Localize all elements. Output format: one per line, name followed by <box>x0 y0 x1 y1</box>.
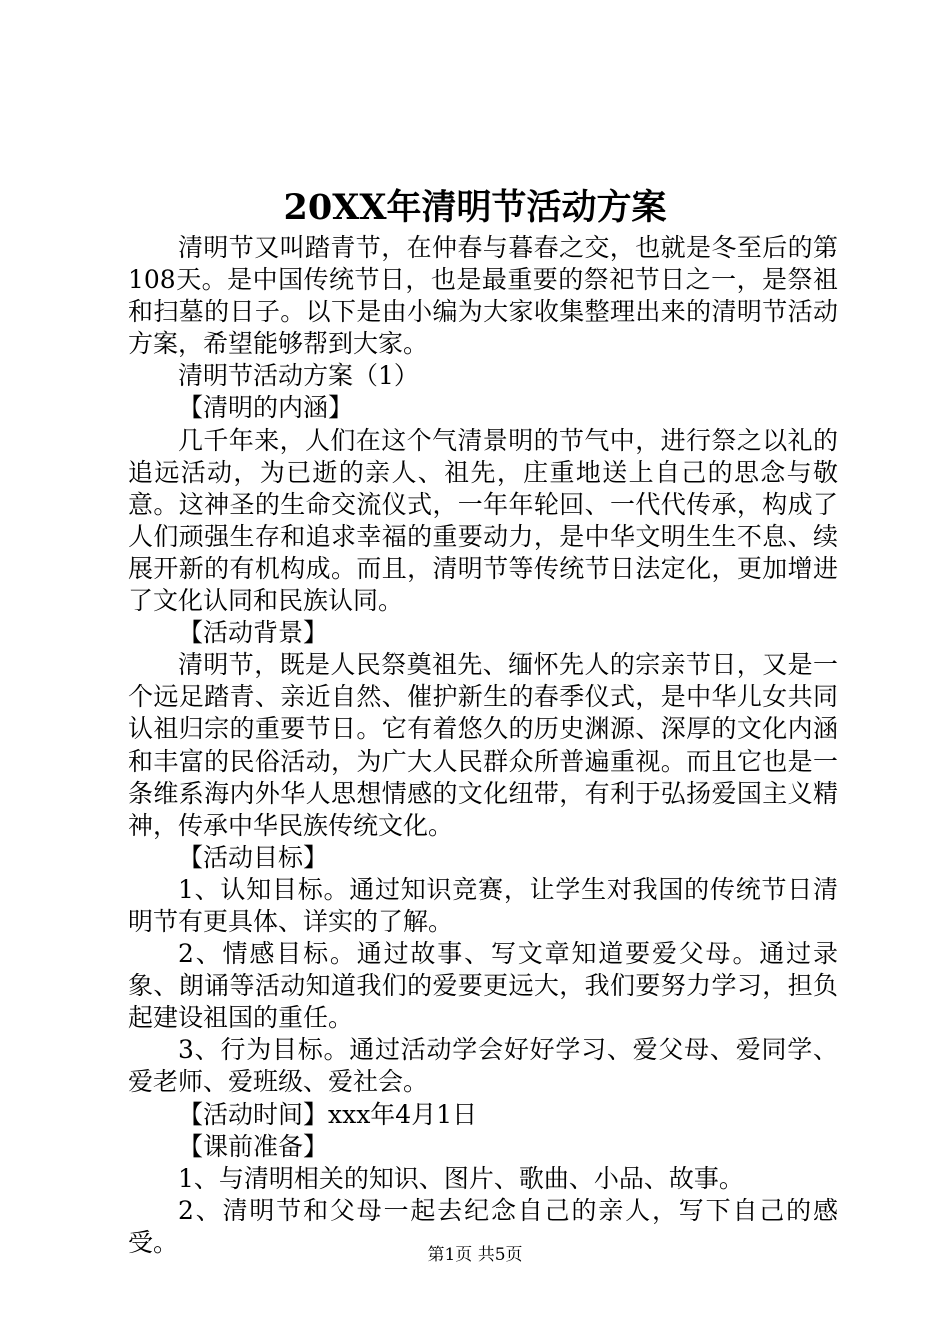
activity-time: 【活动时间】xxx年4月1日 <box>178 1099 478 1129</box>
meaning-paragraph: 几千年来，人们在这个气清景明的节气中，进行祭之以礼的追远活动，为已逝的亲人、祖先，庄重地送上自己的思念与敬意。这神圣的生命交流仪式，一年年轮回、一代代传承，构成了人们顽强生存和追求幸福的重要动力，是中华文明生生不息、续展开新的有机构成。而且，清明节等传统节日法定化，更加增进了文化认同和民族认同。 <box>128 425 838 616</box>
preparation-item: 1、与清明相关的知识、图片、歌曲、小品、故事。 <box>178 1163 744 1193</box>
section-heading-preparation: 【课前准备】 <box>178 1131 329 1161</box>
document-body <box>128 232 838 1259</box>
plan-heading: 清明节活动方案（1） <box>178 361 419 391</box>
goal-item: 1、认知目标。通过知识竞赛，让学生对我国的传统节日清明节有更具体、详实的了解。 <box>128 874 838 936</box>
background-paragraph: 清明节，既是人民祭奠祖先、缅怀先人的宗亲节日，又是一个远足踏青、亲近自然、催护新生的春季仪式，是中华儿女共同认祖归宗的重要节日。它有着悠久的历史渊源、深厚的文化内涵和丰富的民俗活动，为广大人民群众所普遍重视。而且它也是一条维系海内外华人思想情感的文化纽带，有利于弘扬爱国主义精神，传承中华民族传统文化。 <box>128 650 838 840</box>
section-heading-background: 【活动背景】 <box>178 618 329 648</box>
page-footer: 第1页 共5页 <box>427 1245 523 1265</box>
section-heading-goals: 【活动目标】 <box>178 842 329 872</box>
document-title: 20XX年清明节活动方案 <box>283 187 667 228</box>
intro-paragraph: 清明节又叫踏青节，在仲春与暮春之交，也就是冬至后的第108天。是中国传统节日，也是最重要的祭祀节日之一，是祭祖和扫墓的日子。以下是由小编为大家收集整理出来的清明节活动方案，希望能够帮到大家。 <box>128 233 838 359</box>
goal-item: 2、情感目标。通过故事、写文章知道要爱父母。通过录象、朗诵等活动知道我们的爱要更远大，我们要努力学习，担负起建设祖国的重任。 <box>128 939 838 1033</box>
goal-item: 3、行为目标。通过活动学会好好学习、爱父母、爱同学、爱老师、爱班级、爱社会。 <box>128 1035 838 1097</box>
section-heading-meaning: 【清明的内涵】 <box>178 393 354 423</box>
preparation-item: 2、清明节和父母一起去纪念自己的亲人，写下自己的感受。 <box>128 1195 838 1257</box>
